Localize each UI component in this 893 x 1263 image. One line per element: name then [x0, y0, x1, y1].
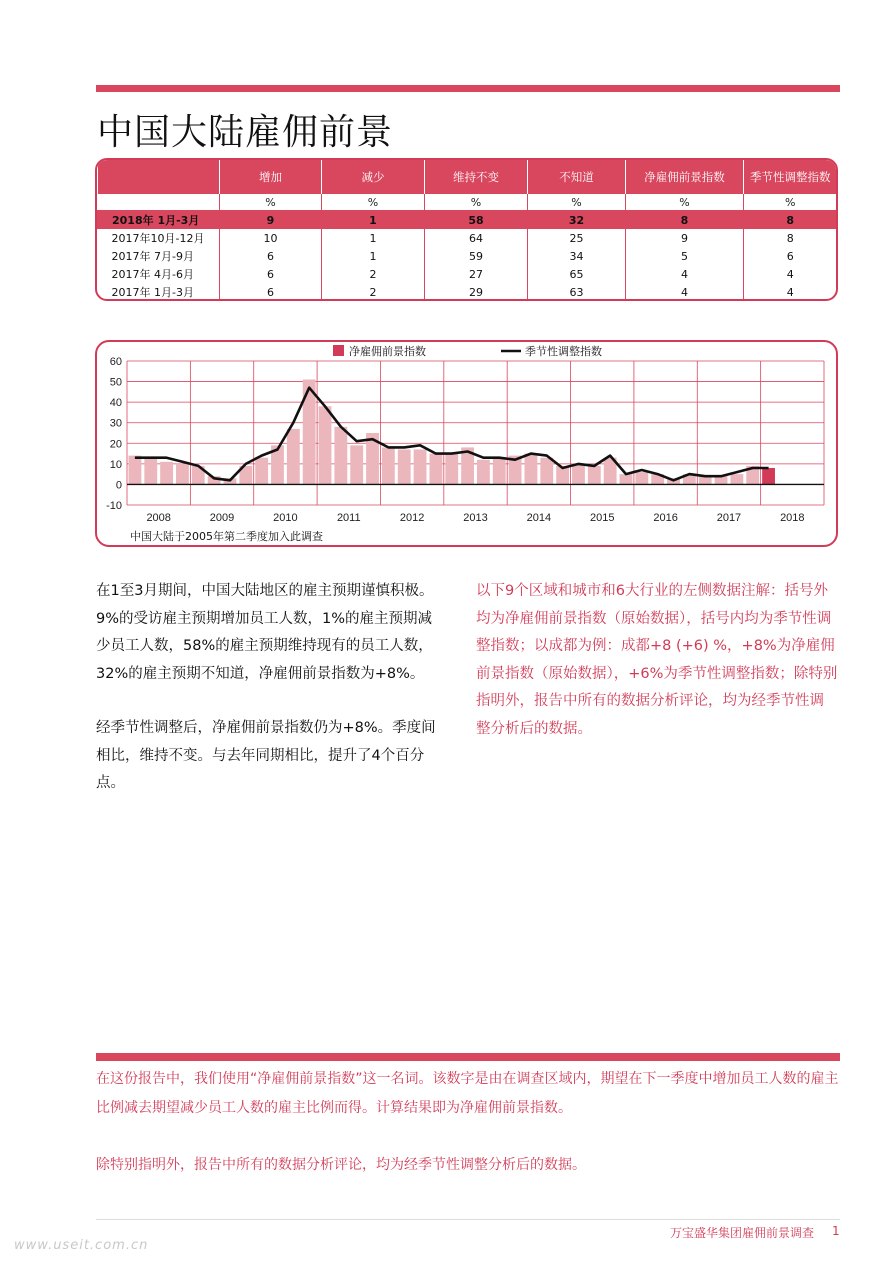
table-cell: 34	[528, 247, 626, 265]
bar-net-outlook	[255, 458, 268, 485]
table-cell: 9	[220, 211, 322, 230]
table-row	[98, 247, 837, 265]
bar-net-outlook	[540, 458, 553, 485]
survey-table	[97, 160, 837, 301]
bar-net-outlook	[414, 449, 427, 484]
table-cell: 9	[626, 229, 744, 247]
table-header: 维持不变	[425, 160, 528, 194]
y-tick-label: 40	[109, 397, 122, 410]
x-tick-label: 2012	[399, 512, 425, 524]
row-period-label: 2017年 7月-9月	[111, 250, 194, 263]
table-header: 减少	[322, 160, 425, 194]
bar-net-outlook	[445, 454, 458, 485]
table-cell: 6	[744, 247, 837, 265]
table-body	[98, 211, 837, 302]
body-paragraph: 经季节性调整后，净雇佣前景指数仍为+8%。季度间相比，维持不变。与去年同期相比，提升了4个百分点。	[96, 720, 436, 791]
table-cell: 8	[744, 211, 837, 230]
table-cell: 59	[425, 247, 528, 265]
table-cell: 2	[322, 265, 425, 283]
bar-net-outlook	[350, 445, 363, 484]
legend-label-net: 净雇佣前景指数	[349, 345, 426, 358]
table-cell: 4	[626, 283, 744, 301]
y-tick-label: 10	[109, 458, 122, 471]
bar-net-outlook	[382, 447, 395, 484]
bar-net-outlook	[429, 454, 442, 485]
bar-net-outlook	[287, 429, 300, 485]
table-row	[98, 265, 837, 283]
table-cell: 65	[528, 265, 626, 283]
y-tick-label: 50	[109, 376, 122, 389]
table-header: 季节性调整指数	[744, 160, 837, 194]
legend-bar-swatch	[333, 345, 344, 356]
body-paragraph: 在1至3月期间，中国大陆地区的雇主预期谨慎积极。9%的受访雇主预期增加员工人数，1%的雇主预期减少员工人数，58%的雇主预期维持现有的员工人数，32%的雇主预期不知道，净雇佣前景指数为+8%。	[96, 583, 434, 682]
row-period-label: 2017年 1月-3月	[111, 286, 194, 299]
table-header: 不知道	[528, 160, 626, 194]
bar-net-outlook	[398, 449, 411, 484]
table-cell: 6	[220, 247, 322, 265]
unit-cell: %	[626, 194, 744, 211]
footer-paragraph: 除特别指明外，报告中所有的数据分析评论，均为经季节性调整分析后的数据。	[96, 1157, 586, 1173]
x-tick-label: 2011	[336, 512, 361, 524]
bar-net-outlook	[730, 474, 743, 484]
table-cell: 6	[220, 283, 322, 301]
unit-cell: %	[744, 194, 837, 211]
y-tick-label: 30	[109, 417, 122, 430]
footer-rule-top	[96, 1053, 840, 1061]
table-cell: 63	[528, 283, 626, 301]
table-cell: 32	[528, 211, 626, 230]
employment-outlook-chart	[97, 342, 838, 547]
table-cell: 5	[626, 247, 744, 265]
table-cell: 64	[425, 229, 528, 247]
y-tick-label: -10	[106, 500, 122, 512]
bar-net-outlook	[319, 406, 332, 484]
y-tick-label: 20	[109, 438, 122, 451]
table-cell: 8	[626, 211, 744, 230]
bar-net-outlook	[477, 460, 490, 485]
top-rule	[96, 85, 840, 92]
bar-net-outlook	[129, 456, 142, 485]
footer-paragraph: 在这份报告中，我们使用“净雇佣前景指数”这一名词。该数字是由在调查区域内，期望在下一季度中增加员工人数的雇主比例减去期望减少员工人数的雇主比例而得。计算结果即为净雇佣前景指数。	[96, 1071, 839, 1116]
x-tick-label: 2009	[209, 512, 235, 524]
x-tick-label: 2017	[716, 512, 742, 524]
table-cell: 1	[322, 229, 425, 247]
bar-net-outlook	[160, 462, 173, 485]
x-tick-label: 2018	[780, 512, 805, 524]
bar-net-outlook	[572, 464, 585, 485]
table-header-period	[98, 160, 220, 194]
table-row	[98, 283, 837, 301]
bar-net-outlook	[620, 474, 633, 484]
table-cell: 8	[744, 229, 837, 247]
table-cell: 1	[322, 211, 425, 230]
y-tick-label: 60	[109, 356, 122, 368]
table-cell: 4	[626, 265, 744, 283]
bar-net-outlook	[334, 427, 347, 485]
x-tick-label: 2016	[653, 512, 678, 524]
legend-label-seasonal: 季节性调整指数	[525, 345, 602, 358]
x-tick-label: 2010	[273, 512, 298, 524]
table-cell: 10	[220, 229, 322, 247]
table-header: 增加	[220, 160, 322, 194]
table-cell: 1	[322, 247, 425, 265]
unit-cell-empty	[98, 194, 220, 211]
footer-divider	[96, 1219, 840, 1220]
bar-net-outlook	[588, 466, 601, 485]
bar-net-outlook	[493, 458, 506, 485]
table-header: 净雇佣前景指数	[626, 160, 744, 194]
footer-title: 万宝盛华集团雇佣前景调查	[670, 1226, 815, 1240]
unit-cell: %	[425, 194, 528, 211]
chart-footnote: 中国大陆于2005年第二季度加入此调查	[130, 530, 323, 543]
table-row	[98, 211, 837, 230]
watermark: www.useit.com.cn	[14, 1238, 149, 1253]
table-cell: 6	[220, 265, 322, 283]
table-cell: 2	[322, 283, 425, 301]
body-right-note: 以下9个区域和城市和6大行业的左侧数据注解：括号外均为净雇佣前景指数（原始数据），括号内均为季节性调整指数；以成都为例：成都+8 (+6) %，+8%为净雇佣前景指数（原始数据），+6%为季节性调整指数；除特别指明外，报告中所有的数据分析评论，均为经季节性调整分析后的数据。	[476, 583, 838, 737]
x-tick-label: 2013	[463, 512, 488, 524]
unit-cell: %	[220, 194, 322, 211]
unit-cell: %	[528, 194, 626, 211]
table-row	[98, 229, 837, 247]
row-period-label: 2018年 1月-3月	[98, 211, 220, 230]
table-cell: 29	[425, 283, 528, 301]
bar-net-outlook	[144, 458, 157, 485]
bar-net-outlook	[176, 464, 189, 485]
body-left	[96, 578, 446, 825]
table-cell: 25	[528, 229, 626, 247]
survey-table-frame	[95, 158, 838, 301]
y-tick-label: 0	[115, 479, 122, 492]
footer-note	[96, 1065, 840, 1208]
x-tick-label: 2014	[526, 512, 552, 524]
unit-cell: %	[322, 194, 425, 211]
row-period-label: 2017年10月-12月	[111, 232, 205, 245]
page-number: 1	[832, 1224, 840, 1238]
bar-net-outlook	[762, 468, 775, 484]
chart-frame	[95, 340, 838, 547]
table-cell: 4	[744, 265, 837, 283]
bar-net-outlook	[525, 454, 538, 485]
bar-net-outlook	[635, 472, 648, 484]
table-cell: 27	[425, 265, 528, 283]
page-title: 中国大陆雇佣前景	[97, 112, 394, 153]
x-tick-label: 2008	[146, 512, 171, 524]
table-cell: 4	[744, 283, 837, 301]
row-period-label: 2017年 4月-6月	[111, 268, 194, 281]
table-cell: 58	[425, 211, 528, 230]
x-tick-label: 2015	[589, 512, 615, 524]
